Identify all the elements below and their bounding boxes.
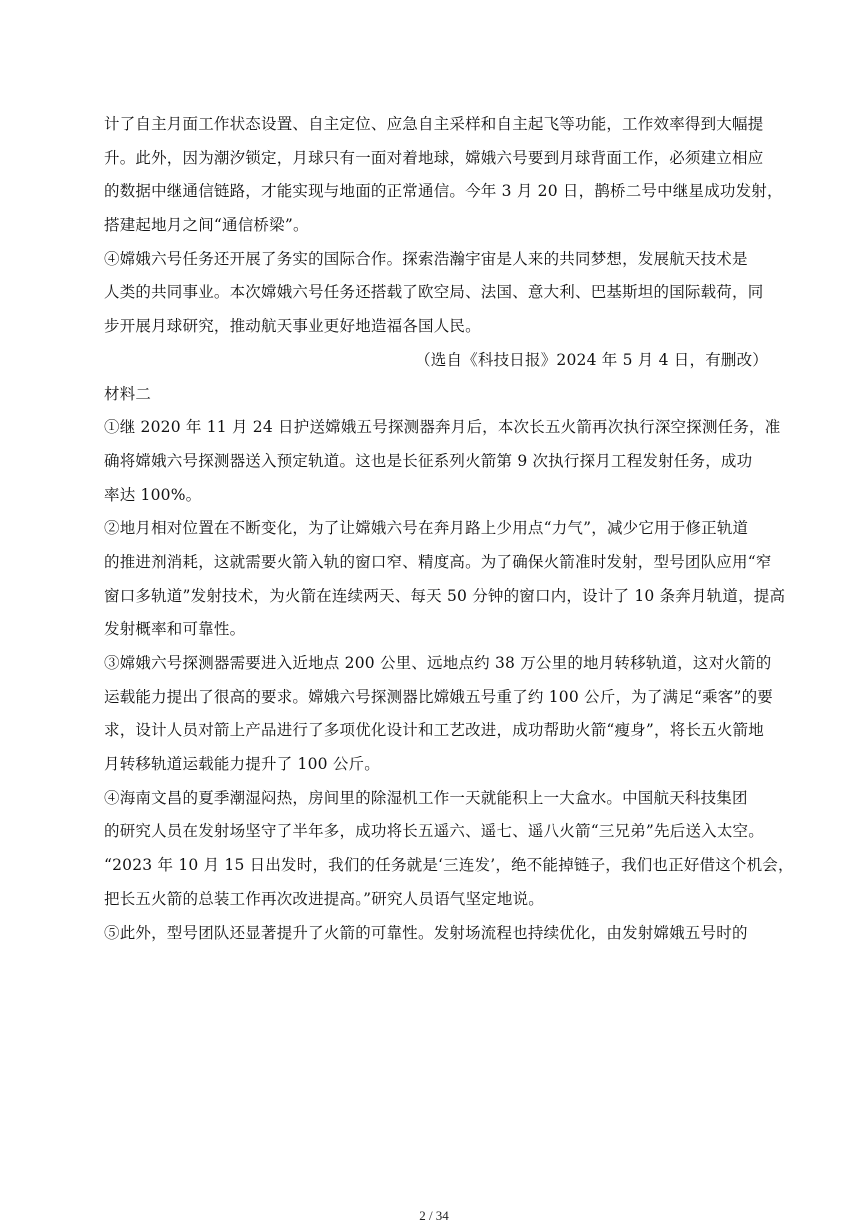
text-line: 窗口多轨道”发射技术，为火箭在连续两天、每天 50 分钟的窗口内，设计了 10 条奔月轨道，提高 [104,586,786,605]
text-line: ③嫦娥六号探测器需要进入近地点 200 公里、远地点约 38 万公里的地月转移轨道，这对火箭的 [104,654,772,672]
text-line: ⑤此外，型号团队还显著提升了火箭的可靠性。发射场流程也持续优化，由发射嫦娥五号时的 [104,923,748,942]
text-line: 计了自主月面工作状态设置、自主定位、应急自主采样和自主起飞等功能，工作效率得到大幅提 [104,115,764,133]
text-line: ④嫦娥六号任务还开展了务实的国际合作。探索浩瀚宇宙是人来的共同梦想，发展航天技术是 [104,249,748,268]
source-citation: （选自《科技日报》2024 年 5 月 4 日，有删改） [415,350,768,369]
text-line: 运载能力提出了很高的要求。嫦娥六号探测器比嫦娥五号重了约 100 公斤，为了满足“乘客”的要 [104,687,773,706]
text-line: 的研究人员在发射场坚守了半年多，成功将长五遥六、遥七、遥八火箭“三兄弟”先后送入太空。 [104,822,764,841]
page-number: 2 / 34 [419,1208,449,1223]
text-line: 的数据中继通信链路，才能实现与地面的正常通信。今年 3 月 20 日，鹊桥二号中继星成功发射， [104,182,783,201]
text-line: ②地月相对位置在不断变化，为了让嫦娥六号在奔月路上少用点“力气”，减少它用于修正轨道 [104,519,749,538]
document-body [104,108,794,950]
text-line: 月转移轨道运载能力提升了 100 公斤。 [104,755,380,774]
text-line: ①继 2020 年 11 月 24 日护送嫦娥五号探测器奔月后，本次长五火箭再次执行深空探测任务，准 [104,418,781,437]
text-line: 把长五火箭的总装工作再次改进提高。”研究人员语气坚定地说。 [104,889,544,908]
text-line: 确将嫦娥六号探测器送入预定轨道。这也是长征系列火箭第 9 次执行探月工程发射任务，成功 [104,451,753,470]
text-line: 求，设计人员对箭上产品进行了多项优化设计和工艺改进，成功帮助火箭“瘦身”，将长五火箭地 [104,721,764,740]
text-line: 的推进剂消耗，这就需要火箭入轨的窗口窄、精度高。为了确保火箭准时发射，型号团队应用“窄 [104,552,772,571]
text-line: “2023 年 10 月 15 日出发时，我们的任务就是‘三连发’，绝不能掉链子，我们也正好借这个机会， [104,856,794,875]
text-line: 搭建起地月之间“通信桥梁”。 [104,216,309,235]
text-line: 人类的共同事业。本次嫦娥六号任务还搭载了欧空局、法国、意大利、巴基斯坦的国际载荷，同 [104,283,764,302]
text-line: 发射概率和可靠性。 [104,620,246,639]
text-line: 升。此外，因为潮汐锁定，月球只有一面对着地球，嫦娥六号要到月球背面工作，必须建立相应 [104,148,764,167]
text-line: 率达 100%。 [104,485,202,504]
section-heading: 材料二 [104,384,152,403]
text-line: 步开展月球研究，推动航天事业更好地造福各国人民。 [104,317,481,336]
text-line: ④海南文昌的夏季潮湿闷热，房间里的除湿机工作一天就能积上一大盒水。中国航天科技集团 [104,788,748,807]
